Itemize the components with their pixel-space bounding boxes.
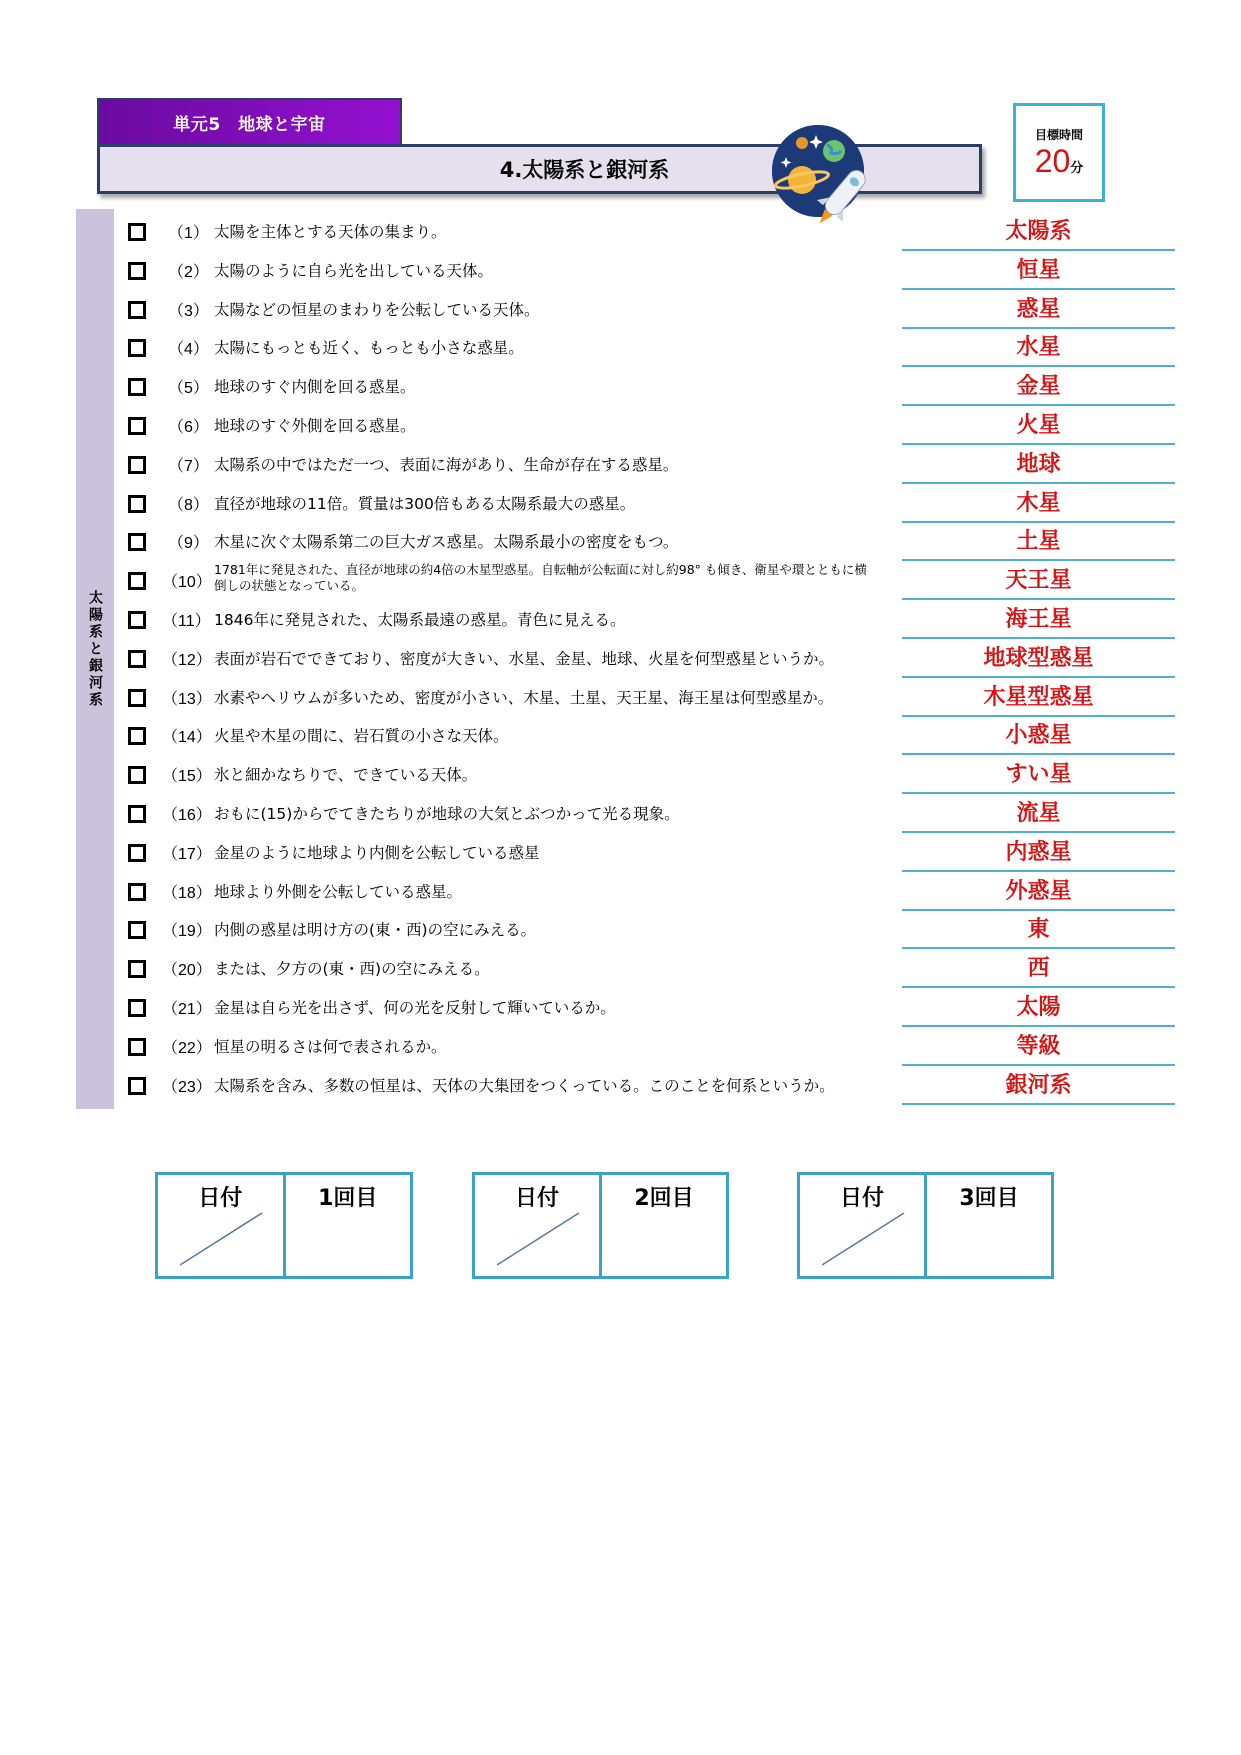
question-text: または、夕方の(東・西)の空にみえる。 bbox=[214, 960, 490, 979]
question-number: （15） bbox=[162, 768, 212, 786]
question-text: 太陽系の中ではただ一つ、表面に海があり、生命が存在する惑星。 bbox=[214, 455, 679, 474]
question-row bbox=[0, 406, 1241, 445]
round-field[interactable] bbox=[924, 1175, 1051, 1276]
question-text: 水素やヘリウムが多いため、密度が小さい、木星、土星、天王星、海王星は何型惑星か。 bbox=[214, 688, 834, 707]
checkbox[interactable] bbox=[128, 533, 146, 551]
target-time-box bbox=[1013, 103, 1105, 202]
question-number: （23） bbox=[162, 1078, 212, 1096]
question-row bbox=[0, 833, 1241, 872]
question-row bbox=[0, 445, 1241, 484]
checkbox[interactable] bbox=[128, 921, 146, 939]
date-label: 日付 bbox=[839, 1186, 884, 1211]
checkbox[interactable] bbox=[128, 805, 146, 823]
question-text: 太陽を主体とする天体の集まり。 bbox=[214, 223, 447, 241]
checkbox[interactable] bbox=[128, 650, 146, 668]
date-field[interactable] bbox=[158, 1175, 283, 1276]
answer: 惑星 bbox=[902, 290, 1175, 329]
round-label: 2回目 bbox=[634, 1186, 694, 1211]
question-number: （21） bbox=[162, 1001, 212, 1018]
question-row bbox=[0, 251, 1241, 290]
checkbox[interactable] bbox=[128, 960, 146, 978]
question-row bbox=[0, 290, 1241, 329]
target-time-label: 目標時間 bbox=[1034, 128, 1083, 142]
date-box-1 bbox=[155, 1172, 413, 1279]
question-row bbox=[0, 988, 1241, 1027]
answer: 恒星 bbox=[902, 251, 1175, 290]
unit-label: 単元5 地球と宇宙 bbox=[173, 114, 326, 135]
answer: 地球 bbox=[902, 445, 1175, 484]
question-row bbox=[0, 1066, 1241, 1105]
checkbox[interactable] bbox=[128, 611, 146, 629]
question-text: 太陽系を含み、多数の恒星は、天体の大集団をつくっている。このことを何系というか。 bbox=[214, 1076, 835, 1095]
question-row bbox=[0, 910, 1241, 949]
answer: 銀河系 bbox=[902, 1066, 1175, 1105]
question-row bbox=[0, 367, 1241, 406]
question-number: （17） bbox=[162, 845, 212, 863]
question-text: 表面が岩石でできており、密度が大きい、水星、金星、地球、火星を何型惑星というか。 bbox=[214, 649, 835, 668]
question-number: （3） bbox=[168, 302, 209, 320]
answer: 東 bbox=[902, 910, 1175, 949]
answer: 木星型惑星 bbox=[902, 678, 1175, 717]
date-slash-icon bbox=[497, 1209, 587, 1269]
checkbox[interactable] bbox=[128, 223, 146, 241]
answer: 太陽系 bbox=[902, 212, 1175, 251]
checkbox[interactable] bbox=[128, 456, 146, 474]
space-illustration-icon bbox=[772, 125, 864, 217]
round-label: 1回目 bbox=[318, 1186, 378, 1211]
date-field[interactable] bbox=[475, 1175, 599, 1276]
page-title: 4.太陽系と銀河系 bbox=[499, 158, 670, 182]
answer: 内惑星 bbox=[902, 833, 1175, 872]
question-number: （14） bbox=[162, 729, 212, 747]
question-number: （20） bbox=[162, 962, 212, 980]
question-row bbox=[0, 872, 1241, 911]
question-text: 恒星の明るさは何で表されるか。 bbox=[214, 1037, 447, 1056]
question-text: 1846年に発見された、太陽系最遠の惑星。青色に見える。 bbox=[214, 611, 626, 629]
date-slash-icon bbox=[180, 1209, 270, 1269]
question-row bbox=[0, 484, 1241, 523]
side-label: 太陽系と銀河系 bbox=[87, 590, 103, 709]
question-number: （8） bbox=[168, 496, 209, 514]
question-number: （5） bbox=[168, 380, 209, 398]
checkbox[interactable] bbox=[128, 1077, 146, 1095]
question-text: 地球のすぐ外側を回る惑星。 bbox=[214, 417, 416, 435]
answer: 小惑星 bbox=[902, 716, 1175, 755]
checkbox[interactable] bbox=[128, 727, 146, 745]
question-text: 地球より外側を公転している惑星。 bbox=[214, 882, 463, 901]
date-slash-icon bbox=[822, 1209, 912, 1269]
question-number: （1） bbox=[168, 225, 209, 242]
answer: 流星 bbox=[902, 794, 1175, 833]
question-number: （6） bbox=[168, 419, 209, 436]
date-label: 日付 bbox=[198, 1186, 243, 1211]
question-row bbox=[0, 716, 1241, 755]
question-row bbox=[0, 522, 1241, 561]
question-number: （4） bbox=[168, 341, 209, 359]
checkbox[interactable] bbox=[128, 339, 146, 357]
answer: 木星 bbox=[902, 484, 1175, 523]
checkbox[interactable] bbox=[128, 417, 146, 435]
checkbox[interactable] bbox=[128, 689, 146, 707]
question-row bbox=[0, 949, 1241, 988]
answer: 火星 bbox=[902, 406, 1175, 445]
question-text: 地球のすぐ内側を回る惑星。 bbox=[214, 378, 416, 397]
question-row bbox=[0, 639, 1241, 678]
question-row bbox=[0, 561, 1241, 600]
checkbox[interactable] bbox=[128, 999, 146, 1017]
target-time-value: 20分 bbox=[1034, 143, 1084, 179]
question-number: （22） bbox=[162, 1039, 212, 1057]
question-number: （11） bbox=[162, 613, 211, 630]
question-text: 1781年に発見された、直径が地球の約4倍の木星型惑星。自転軸が公転面に対し約98° も傾き、衛星や環とともに横倒しの状態となっている。 bbox=[214, 562, 867, 594]
answer: 等級 bbox=[902, 1027, 1175, 1066]
question-row bbox=[0, 678, 1241, 717]
answer: 太陽 bbox=[902, 988, 1175, 1027]
question-number: （13） bbox=[162, 690, 212, 708]
answer: 海王星 bbox=[902, 600, 1175, 639]
question-text: 金星は自ら光を出さず、何の光を反射して輝いているか。 bbox=[214, 999, 616, 1017]
question-row bbox=[0, 600, 1241, 639]
answer: 天王星 bbox=[902, 561, 1175, 600]
answer: すい星 bbox=[902, 755, 1175, 794]
question-number: （18） bbox=[162, 884, 212, 902]
checkbox[interactable] bbox=[128, 1038, 146, 1056]
question-number: （2） bbox=[168, 263, 209, 281]
question-text: 太陽などの恒星のまわりを公転している天体。 bbox=[214, 300, 540, 319]
date-field[interactable] bbox=[800, 1175, 924, 1276]
question-text: 火星や木星の間に、岩石質の小さな天体。 bbox=[214, 727, 509, 746]
question-row bbox=[0, 212, 1241, 251]
question-number: （10） bbox=[162, 574, 212, 592]
checkbox[interactable] bbox=[128, 495, 146, 513]
checkbox[interactable] bbox=[128, 766, 146, 784]
question-number: （9） bbox=[168, 535, 209, 553]
question-text: 木星に次ぐ太陽系第二の巨大ガス惑星。太陽系最小の密度をもつ。 bbox=[214, 533, 679, 552]
date-box-2 bbox=[472, 1172, 729, 1279]
checkbox[interactable] bbox=[128, 572, 146, 590]
question-text: おもに(15)からでてきたちりが地球の大気とぶつかって光る現象。 bbox=[214, 805, 680, 823]
round-field[interactable] bbox=[599, 1175, 726, 1276]
question-text: 太陽にもっとも近く、もっとも小さな惑星。 bbox=[214, 339, 524, 358]
checkbox[interactable] bbox=[128, 301, 146, 319]
answer: 土星 bbox=[902, 522, 1175, 561]
checkbox[interactable] bbox=[128, 262, 146, 280]
question-number: （16） bbox=[162, 807, 212, 824]
question-number: （12） bbox=[162, 651, 212, 669]
date-box-3 bbox=[797, 1172, 1054, 1279]
question-number: （19） bbox=[162, 923, 212, 941]
round-label: 3回目 bbox=[959, 1186, 1019, 1211]
question-text: 太陽のように自ら光を出している天体。 bbox=[214, 261, 494, 280]
answer: 外惑星 bbox=[902, 872, 1175, 911]
question-text: 氷と細かなちりで、できている天体。 bbox=[214, 766, 478, 785]
round-field[interactable] bbox=[283, 1175, 411, 1276]
question-row bbox=[0, 794, 1241, 833]
answer: 西 bbox=[902, 949, 1175, 988]
question-row bbox=[0, 755, 1241, 794]
question-number: （7） bbox=[168, 457, 209, 475]
checkbox[interactable] bbox=[128, 883, 146, 901]
question-row bbox=[0, 1027, 1241, 1066]
question-text: 内側の惑星は明け方の(東・西)の空にみえる。 bbox=[214, 921, 537, 940]
question-text: 直径が地球の11倍。質量は300倍もある太陽系最大の惑星。 bbox=[214, 494, 636, 513]
question-text: 金星のように地球より内側を公転している惑星 bbox=[214, 843, 540, 862]
answer: 金星 bbox=[902, 367, 1175, 406]
unit-tab bbox=[97, 98, 402, 144]
answer: 水星 bbox=[902, 328, 1175, 367]
checkbox[interactable] bbox=[128, 844, 146, 862]
date-label: 日付 bbox=[514, 1186, 559, 1211]
question-row bbox=[0, 328, 1241, 367]
checkbox[interactable] bbox=[128, 378, 146, 396]
answer: 地球型惑星 bbox=[902, 639, 1175, 678]
